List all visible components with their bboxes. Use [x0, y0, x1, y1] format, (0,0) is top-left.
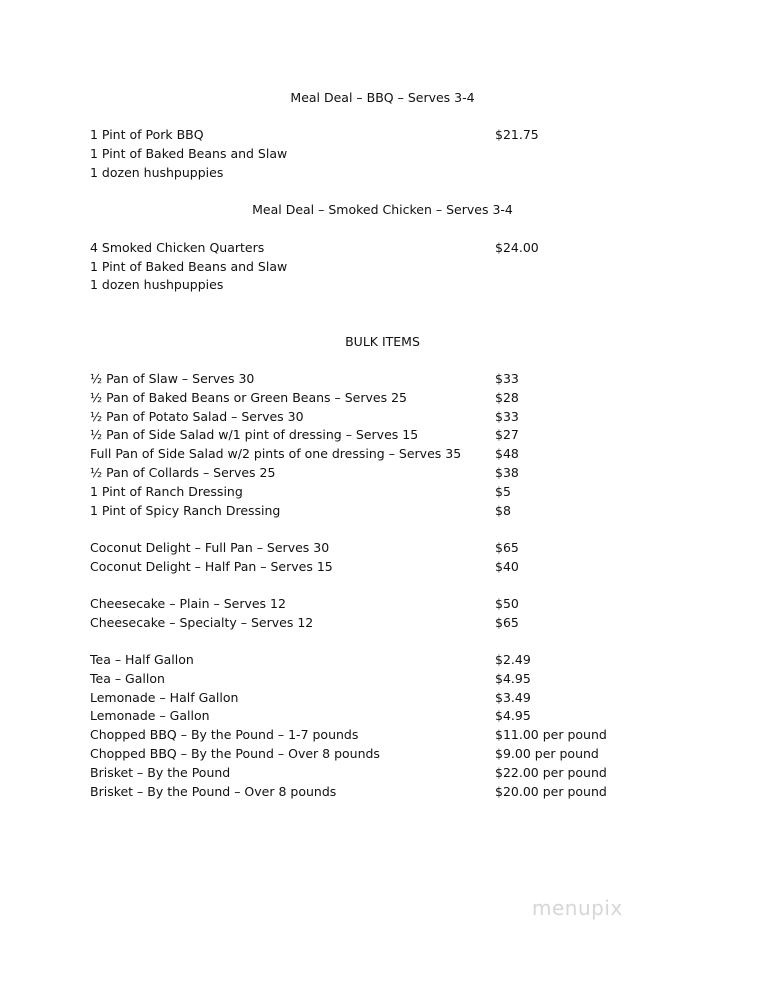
menu-item-row — [90, 540, 650, 558]
menu-item-row — [90, 465, 650, 483]
menu-item-price: $9.00 per pound — [495, 746, 599, 761]
menu-item-name: Chopped BBQ – By the Pound – Over 8 pounds — [90, 746, 380, 761]
menu-item-name: Tea – Half Gallon — [90, 652, 194, 667]
menu-item-price: $48 — [495, 446, 519, 462]
menu-item-price: $20.00 per pound — [495, 783, 607, 799]
menu-item-price: $50 — [495, 596, 519, 611]
menu-item-name: Cheesecake – Specialty – Serves 12 — [90, 614, 314, 630]
menu-item-price: $40 — [495, 558, 519, 574]
menu-item-row — [90, 784, 650, 802]
menu-item-row — [90, 708, 650, 726]
menu-item-price: $5 — [495, 483, 511, 499]
menu-item-name: 1 Pint of Ranch Dressing — [90, 483, 243, 499]
watermark-logo: menupix — [532, 896, 623, 920]
bulk-items-heading: BULK ITEMS — [345, 334, 420, 349]
menu-item-row — [90, 484, 650, 502]
menu-item-row — [90, 390, 650, 408]
meal-deal-bbq-heading: Meal Deal – BBQ – Serves 3-4 — [290, 90, 475, 105]
menu-item-name: Cheesecake – Plain – Serves 12 — [90, 596, 286, 611]
menu-item-name: Lemonade – Half Gallon — [90, 689, 239, 705]
menu-item-row — [90, 559, 650, 577]
meal-deal-chicken-heading: Meal Deal – Smoked Chicken – Serves 3-4 — [252, 202, 513, 217]
menu-item-name: Chopped BBQ – By the Pound – 1-7 pounds — [90, 727, 359, 743]
menu-item-name: Coconut Delight – Full Pan – Serves 30 — [90, 540, 330, 555]
menu-item-name: ½ Pan of Baked Beans or Green Beans – Serves 25 — [90, 389, 407, 405]
menu-item-name: Tea – Gallon — [90, 670, 165, 686]
menu-item-row — [90, 371, 650, 389]
menu-item-price: $38 — [495, 465, 519, 480]
menu-item-name: Coconut Delight – Half Pan – Serves 15 — [90, 558, 333, 574]
menu-item-name: ½ Pan of Potato Salad – Serves 30 — [90, 408, 304, 424]
menu-item-price: $22.00 per pound — [495, 764, 607, 780]
menu-item-row — [90, 690, 650, 708]
menu-item-price: $28 — [495, 389, 519, 405]
menu-item-name: 1 Pint of Spicy Ranch Dressing — [90, 502, 281, 518]
menu-item-price: $24.00 — [495, 240, 539, 255]
menu-item-name: ½ Pan of Collards – Serves 25 — [90, 465, 276, 480]
menu-item-row — [90, 671, 650, 689]
menu-item-name: 4 Smoked Chicken Quarters — [90, 240, 265, 255]
menu-item-price: $8 — [495, 502, 511, 518]
menu-item-price: $65 — [495, 540, 519, 555]
menu-item-detail: 1 Pint of Baked Beans and Slaw — [90, 259, 288, 274]
menu-item-row — [90, 127, 650, 145]
menu-item-name: Full Pan of Side Salad w/2 pints of one dressing – Serves 35 — [90, 446, 462, 462]
menu-item-price: $27 — [495, 427, 519, 443]
menu-item-price: $33 — [495, 371, 519, 386]
menu-item-price: $3.49 — [495, 689, 531, 705]
menu-item-row — [90, 409, 650, 427]
menu-item-name: ½ Pan of Slaw – Serves 30 — [90, 371, 255, 386]
menu-item-detail: 1 Pint of Baked Beans and Slaw — [90, 146, 288, 161]
menu-item-row — [90, 615, 650, 633]
menu-item-row — [90, 427, 650, 445]
menu-item-price: $11.00 per pound — [495, 727, 607, 743]
menu-item-name: 1 Pint of Pork BBQ — [90, 127, 204, 142]
menu-item-row — [90, 596, 650, 614]
menu-item-row — [90, 446, 650, 464]
menu-item-row — [90, 652, 650, 670]
menu-item-row — [90, 727, 650, 745]
menu-item-row — [90, 765, 650, 783]
menu-item-price: $4.95 — [495, 708, 531, 724]
menu-item-price: $4.95 — [495, 670, 531, 686]
menu-item-price: $65 — [495, 614, 519, 630]
menu-item-row — [90, 240, 650, 258]
menu-item-name: ½ Pan of Side Salad w/1 pint of dressing – Serves 15 — [90, 427, 419, 443]
menu-item-row — [90, 746, 650, 764]
menu-item-detail: 1 dozen hushpuppies — [90, 165, 224, 180]
menu-item-row — [90, 503, 650, 521]
menu-item-name: Brisket – By the Pound — [90, 764, 231, 780]
menu-item-name: Brisket – By the Pound – Over 8 pounds — [90, 783, 337, 799]
menu-item-name: Lemonade – Gallon — [90, 708, 210, 724]
menu-item-price: $21.75 — [495, 127, 539, 142]
menu-item-price: $33 — [495, 408, 519, 424]
menu-item-detail: 1 dozen hushpuppies — [90, 277, 224, 292]
menu-item-price: $2.49 — [495, 652, 531, 667]
